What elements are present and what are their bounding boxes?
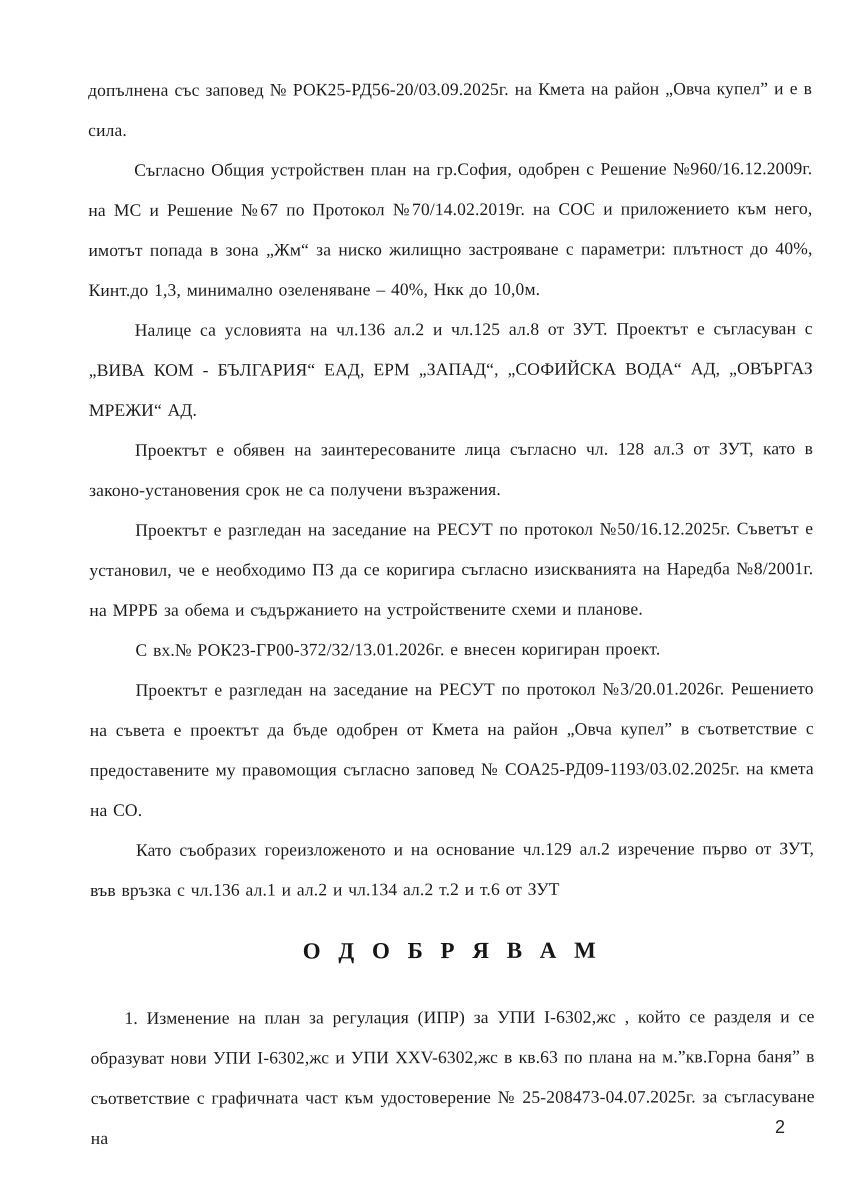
paragraph-conditions: Налице са условията на чл.136 ал.2 и чл.125 ал.8 от ЗУТ. Проектът е съгласуван с „ВИВА КОМ - БЪЛГАРИЯ“ ЕАД, ЕРМ „ЗАПАД“, „СОФИЙСКА ВОДА“ АД, „ОВЪРГАЗ МРЕЖИ“ АД. [88, 318, 813, 420]
document-body [88, 68, 815, 1158]
paragraph-resut-protocol-50: Проектът е разгледан на заседание на РЕСУТ по протокол №50/16.12.2025г. Съветът е установил, че е необходимо ПЗ да се коригира съгласно изискванията на Наредба №8/2001г. на МРРБ за обема и съдържанието на устройствените схеми и планове. [89, 518, 814, 620]
page-number: 2 [774, 1117, 785, 1137]
paragraph-continuation: допълнена със заповед № РОК25-РД56-20/03.09.2025г. на Кмета на район „Овча купел” и е в сила. [88, 78, 813, 140]
paragraph-general-plan: Съгласно Общия устройствен план на гр.София, одобрен с Решение №960/16.12.2009г. на МС и Решение №67 по Протокол №70/14.02.2019г. на СОС и приложението към него, имотът попада в зона „Жм“ за ниско жилищно застрояване с параметри: плътност до 40%, Кинт.до 1,3, минимално озеленяване – 40%, Нкк до 10,0м. [88, 158, 813, 300]
paragraph-announcement: Проектът е обявен на заинтересованите лица съгласно чл. 128 ал.3 от ЗУТ, като в законо-установения срок не са получени възражения. [89, 438, 814, 500]
list-item-1-regulation-change: 1. Изменение на план за регулация (ИПР) за УПИ I-6302,жс , който се разделя и се образуват нови УПИ I-6302,жс и УПИ XXV-6302,жс в кв.63 по плана на м.”кв.Горна баня” в съответствие с графичната част към удостоверение № 25-208473-04.07.2025г. за съгласуване на [90, 1006, 815, 1148]
paragraph-corrected-project: С вх.№ РОК23-ГР00-372/32/13.01.2026г. е внесен коригиран проект. [135, 638, 661, 660]
paragraph-resut-protocol-3: Проектът е разгледан на заседание на РЕСУТ по протокол №3/20.01.2026г. Решението на съвета е проектът да бъде одобрен от Кмета на район „Овча купел” в съответствие с предоставените му правомощия съгласно заповед № СОА25-РД09-1193/03.02.2025г. на кмета на СО. [89, 678, 814, 820]
decision-heading: О Д О Б Р Я В А М [302, 937, 602, 964]
paragraph-legal-basis: Като съобразих гореизложеното и на основание чл.129 ал.2 изречение първо от ЗУТ, във връзка с чл.136 ал.1 и ал.2 и чл.134 ал.2 т.2 и т.6 от ЗУТ [90, 838, 815, 900]
